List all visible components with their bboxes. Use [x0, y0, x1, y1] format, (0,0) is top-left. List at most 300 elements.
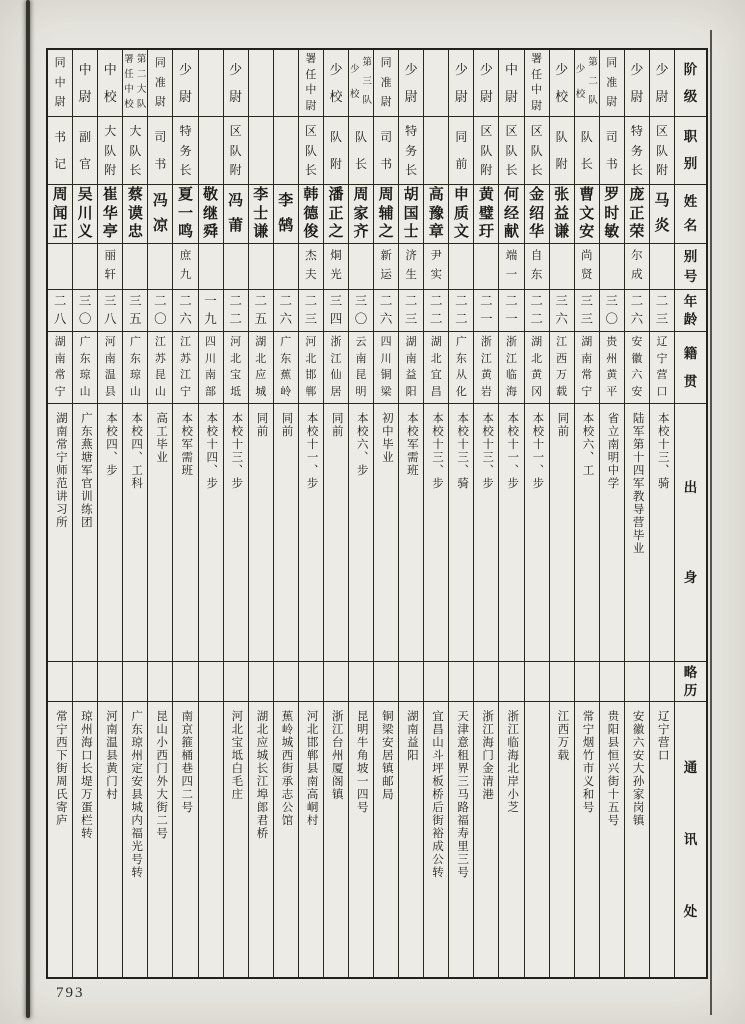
position-cell: 队 附	[550, 117, 574, 185]
name-cell: 马 炎	[650, 185, 674, 244]
name-cell: 冯 莆	[224, 185, 248, 244]
position-cell	[424, 117, 448, 185]
address-text: 河北邯郸县南高峒村	[305, 710, 318, 827]
age-cell: 二 二	[525, 290, 549, 332]
career-cell	[123, 662, 147, 702]
alias-cell: 杰 夫	[299, 244, 323, 290]
career-cell	[48, 662, 72, 702]
native-cell: 广 东 从 化	[449, 332, 473, 404]
address-text: 浙江台州厦阁镇	[330, 710, 343, 801]
name-cell: 金 绍 华	[525, 185, 549, 244]
background-text: 同前	[556, 412, 569, 438]
age-cell: 三 八	[98, 290, 122, 332]
alias-cell	[449, 244, 473, 290]
person-column	[599, 50, 624, 977]
background-cell	[123, 404, 147, 662]
background-cell	[449, 404, 473, 662]
book-spine-shadow	[26, 0, 30, 1018]
rank-cell: 同 准 尉	[374, 50, 398, 117]
rank-cell: 署 任 中 尉	[299, 50, 323, 117]
address-text: 湖南益阳	[405, 710, 418, 762]
person-column	[423, 50, 448, 977]
background-cell	[474, 404, 498, 662]
person-column	[273, 50, 298, 977]
name-cell: 韩 德 俊	[299, 185, 323, 244]
career-cell	[148, 662, 172, 702]
rank-cell: 同 准 尉	[148, 50, 172, 117]
rank-cell: 少 尉	[399, 50, 423, 117]
address-cell	[199, 702, 223, 977]
career-cell	[73, 662, 97, 702]
background-cell	[299, 404, 323, 662]
alias-cell: 济 生	[399, 244, 423, 290]
person-column	[524, 50, 549, 977]
alias-cell	[600, 244, 624, 290]
native-cell: 浙 江 仙 居	[324, 332, 348, 404]
header-cell-background: 出 身	[675, 404, 706, 662]
career-cell	[224, 662, 248, 702]
age-cell: 三 四	[324, 290, 348, 332]
background-cell	[148, 404, 172, 662]
name-cell: 夏 一 鸣	[173, 185, 197, 244]
background-text: 本校十三、骑	[456, 412, 469, 490]
rank-cell: 少 尉	[173, 50, 197, 117]
rank-cell	[199, 50, 223, 117]
address-text: 南京箍桶巷四二号	[180, 710, 193, 814]
native-cell: 湖 北 宜 昌	[424, 332, 448, 404]
position-cell: 队 长	[349, 117, 373, 185]
address-cell	[48, 702, 72, 977]
address-cell	[424, 702, 448, 977]
age-cell: 二 三	[399, 290, 423, 332]
header-cell-age: 年 龄	[675, 290, 706, 332]
age-cell: 一 九	[199, 290, 223, 332]
native-cell: 湖 南 常 宁	[575, 332, 599, 404]
person-column	[248, 50, 273, 977]
rank-cell: 少 校	[324, 50, 348, 117]
address-cell	[474, 702, 498, 977]
career-cell	[650, 662, 674, 702]
career-cell	[374, 662, 398, 702]
background-cell	[199, 404, 223, 662]
address-text: 常宁西下街周氏寄庐	[54, 710, 67, 827]
background-cell	[98, 404, 122, 662]
career-cell	[349, 662, 373, 702]
alias-cell: 自 东	[525, 244, 549, 290]
person-column	[549, 50, 574, 977]
career-cell	[525, 662, 549, 702]
address-cell	[148, 702, 172, 977]
career-cell	[600, 662, 624, 702]
rank-cell: 少 尉	[474, 50, 498, 117]
age-cell: 二 一	[499, 290, 523, 332]
address-cell	[600, 702, 624, 977]
career-cell	[399, 662, 423, 702]
native-cell: 江 苏 昆 山	[148, 332, 172, 404]
native-cell: 湖 北 应 城	[249, 332, 273, 404]
alias-cell	[650, 244, 674, 290]
age-cell: 二 一	[474, 290, 498, 332]
native-cell: 湖 南 益 阳	[399, 332, 423, 404]
background-text: 同前	[255, 412, 268, 438]
person-column	[473, 50, 498, 977]
name-cell: 曹 文 安	[575, 185, 599, 244]
name-cell: 蔡 谟 忠	[123, 185, 147, 244]
age-cell: 二 六	[374, 290, 398, 332]
background-cell	[349, 404, 373, 662]
address-text: 昆山小西门外大街二号	[155, 710, 168, 840]
rank-cell	[274, 50, 298, 117]
header-cell-name: 姓 名	[675, 185, 706, 244]
rank-cell: 少 尉	[650, 50, 674, 117]
person-column	[172, 50, 197, 977]
background-text: 广东燕塘军官训练团	[79, 412, 92, 529]
position-cell: 区 队 长	[499, 117, 523, 185]
address-cell	[299, 702, 323, 977]
address-text: 江西万载	[556, 710, 569, 762]
name-cell: 申 质 文	[449, 185, 473, 244]
career-cell	[274, 662, 298, 702]
person-column	[624, 50, 649, 977]
alias-cell	[73, 244, 97, 290]
name-cell: 周 家 齐	[349, 185, 373, 244]
alias-cell: 尚 贤	[575, 244, 599, 290]
background-text: 本校十一、步	[506, 412, 519, 490]
native-cell: 四 川 铜 梁	[374, 332, 398, 404]
background-text: 本校四、步	[104, 412, 117, 477]
age-cell: 三 〇	[349, 290, 373, 332]
address-text: 河北宝坻白毛庄	[230, 710, 243, 801]
alias-cell	[550, 244, 574, 290]
rank-cell: 少 尉	[625, 50, 649, 117]
address-cell	[123, 702, 147, 977]
background-cell	[550, 404, 574, 662]
address-text: 河南温县黄门村	[104, 710, 117, 801]
background-text: 本校十一、步	[305, 412, 318, 490]
background-text: 湖南常宁师范讲习所	[54, 412, 67, 529]
age-cell: 二 二	[424, 290, 448, 332]
person-column	[48, 50, 72, 977]
name-cell: 张 益 谦	[550, 185, 574, 244]
alias-cell	[349, 244, 373, 290]
background-text: 本校十三、步	[431, 412, 443, 490]
native-cell: 浙 江 黄 岩	[474, 332, 498, 404]
background-text: 高工毕业	[155, 412, 168, 464]
rank-cell: 同 准 尉	[600, 50, 624, 117]
address-text: 蕉岭城西街承志公馆	[280, 710, 293, 827]
native-cell: 湖 北 黄 冈	[525, 332, 549, 404]
age-cell: 二 八	[48, 290, 72, 332]
position-cell: 特 务 长	[173, 117, 197, 185]
age-cell: 二 二	[224, 290, 248, 332]
alias-cell	[123, 244, 147, 290]
career-cell	[199, 662, 223, 702]
name-cell: 胡 国 士	[399, 185, 423, 244]
background-text: 本校十三、骑	[656, 412, 669, 490]
address-text: 贵阳县恒兴街十五号	[606, 710, 619, 827]
address-cell	[449, 702, 473, 977]
address-text: 浙江临海北岸小芝	[506, 710, 519, 814]
background-text: 本校六、工	[581, 412, 594, 477]
position-cell: 司 书	[600, 117, 624, 185]
person-column	[574, 50, 599, 977]
native-cell: 河 北 宝 坻	[224, 332, 248, 404]
background-cell	[224, 404, 248, 662]
age-cell: 二 六	[625, 290, 649, 332]
name-cell: 高 豫 章	[424, 185, 448, 244]
native-cell: 安 徽 六 安	[625, 332, 649, 404]
address-cell	[98, 702, 122, 977]
background-cell	[625, 404, 649, 662]
address-cell	[550, 702, 574, 977]
career-cell	[499, 662, 523, 702]
background-cell	[399, 404, 423, 662]
native-cell: 广 东 蕉 岭	[274, 332, 298, 404]
alias-cell: 烔 光	[324, 244, 348, 290]
rank-cell: 少 尉	[449, 50, 473, 117]
name-cell: 冯 凉	[148, 185, 172, 244]
position-cell: 司 书	[148, 117, 172, 185]
position-cell: 司 书	[374, 117, 398, 185]
alias-cell	[249, 244, 273, 290]
background-text: 本校六、步	[355, 412, 368, 477]
alias-cell	[224, 244, 248, 290]
person-column	[323, 50, 348, 977]
position-cell: 队 长	[575, 117, 599, 185]
background-text: 本校十四、步	[205, 412, 218, 490]
address-cell	[525, 702, 549, 977]
position-cell	[274, 117, 298, 185]
position-cell: 队 附	[324, 117, 348, 185]
native-cell: 广 东 琼 山	[73, 332, 97, 404]
header-cell-position: 职 别	[675, 117, 706, 185]
alias-cell: 庶 九	[173, 244, 197, 290]
address-text: 昆明牛角坡一四号	[355, 710, 368, 814]
alias-cell	[274, 244, 298, 290]
address-text: 天津意租界三马路福寿里三号	[456, 710, 469, 879]
name-cell: 吴 川 义	[73, 185, 97, 244]
person-column	[72, 50, 97, 977]
name-cell: 黄 璧 玗	[474, 185, 498, 244]
age-cell: 二 六	[274, 290, 298, 332]
alias-cell: 端 一	[499, 244, 523, 290]
person-column	[198, 50, 223, 977]
page-edge-line	[710, 30, 712, 1015]
native-cell: 河 北 邯 郸	[299, 332, 323, 404]
name-cell: 周 辅 之	[374, 185, 398, 244]
career-cell	[173, 662, 197, 702]
background-cell	[525, 404, 549, 662]
alias-cell	[48, 244, 72, 290]
native-cell: 云 南 昆 明	[349, 332, 373, 404]
person-column	[97, 50, 122, 977]
person-column	[649, 50, 674, 977]
age-cell: 三 三	[575, 290, 599, 332]
address-text: 辽宁营口	[656, 710, 669, 762]
native-cell: 浙 江 临 海	[499, 332, 523, 404]
background-text: 本校十三、步	[230, 412, 243, 490]
age-cell: 二 三	[299, 290, 323, 332]
address-cell	[324, 702, 348, 977]
career-cell	[249, 662, 273, 702]
alias-cell: 丽 轩	[98, 244, 122, 290]
rank-cell	[249, 50, 273, 117]
career-cell	[299, 662, 323, 702]
position-cell: 同 前	[449, 117, 473, 185]
background-cell	[173, 404, 197, 662]
background-text: 同前	[280, 412, 293, 438]
native-cell: 贵 州 黄 平	[600, 332, 624, 404]
background-text: 陆军第十四军教导营毕业	[631, 412, 644, 555]
background-cell	[274, 404, 298, 662]
address-text: 湖北应城长江埠郎君桥	[255, 710, 268, 840]
background-text: 初中毕业	[380, 412, 393, 464]
rank-cell: 第 二 大 队 署 任 中 校	[123, 50, 147, 117]
personnel-roster-table	[46, 48, 708, 979]
position-cell: 区 队 附	[224, 117, 248, 185]
person-column	[122, 50, 147, 977]
page-number: 793	[56, 985, 85, 1001]
person-column	[223, 50, 248, 977]
name-cell: 崔 华 亭	[98, 185, 122, 244]
background-text: 省立南明中学	[606, 412, 619, 490]
address-cell	[650, 702, 674, 977]
background-cell	[73, 404, 97, 662]
background-text: 本校十一、步	[531, 412, 544, 490]
address-cell	[73, 702, 97, 977]
header-cell-rank: 阶 级	[675, 50, 706, 117]
age-cell: 三 六	[550, 290, 574, 332]
position-cell: 特 务 长	[625, 117, 649, 185]
career-cell	[625, 662, 649, 702]
background-cell	[374, 404, 398, 662]
rank-cell: 第 三 队 少 校	[349, 50, 373, 117]
age-cell: 二 三	[650, 290, 674, 332]
background-cell	[249, 404, 273, 662]
person-column	[348, 50, 373, 977]
person-column	[373, 50, 398, 977]
rank-cell: 署 任 中 尉	[525, 50, 549, 117]
rank-cell	[424, 50, 448, 117]
rank-cell: 中 尉	[499, 50, 523, 117]
age-cell: 二 二	[449, 290, 473, 332]
rank-cell: 少 校	[550, 50, 574, 117]
name-cell: 潘 正 之	[324, 185, 348, 244]
name-cell: 敬 继 舜	[199, 185, 223, 244]
rank-cell: 少 尉	[224, 50, 248, 117]
position-cell: 特 务 长	[399, 117, 423, 185]
background-cell	[48, 404, 72, 662]
native-cell: 湖 南 常 宁	[48, 332, 72, 404]
address-text: 浙江海门金清港	[481, 710, 494, 801]
rank-cell: 中 校	[98, 50, 122, 117]
background-text: 本校军需班	[180, 412, 193, 477]
address-cell	[249, 702, 273, 977]
address-cell	[374, 702, 398, 977]
name-cell: 李 士 谦	[249, 185, 273, 244]
name-cell: 罗 时 敏	[600, 185, 624, 244]
rank-cell: 第 二 队 少 校	[575, 50, 599, 117]
position-cell: 区 队 长	[525, 117, 549, 185]
name-cell: 庞 正 荣	[625, 185, 649, 244]
alias-cell	[474, 244, 498, 290]
name-cell: 李 鹄	[274, 185, 298, 244]
address-cell	[173, 702, 197, 977]
career-cell	[449, 662, 473, 702]
position-cell: 区 队 附	[474, 117, 498, 185]
header-cell-address: 通 讯 处	[683, 759, 698, 919]
background-text: 本校十三、步	[481, 412, 494, 490]
alias-cell: 尔 成	[625, 244, 649, 290]
position-cell: 区 队 附	[650, 117, 674, 185]
address-text: 琼州海口长堤万蛋栏转	[79, 710, 92, 840]
rank-cell: 同 中 尉	[48, 50, 72, 117]
person-column	[498, 50, 523, 977]
age-cell: 三 〇	[600, 290, 624, 332]
name-cell: 周 闻 正	[48, 185, 72, 244]
header-cell-native: 籍 贯	[675, 332, 706, 404]
age-cell: 三 〇	[73, 290, 97, 332]
background-cell	[575, 404, 599, 662]
rank-cell: 中 尉	[73, 50, 97, 117]
background-cell	[499, 404, 523, 662]
person-column	[398, 50, 423, 977]
header-column	[674, 50, 706, 977]
address-text: 广东琼州定安县城内福光号转	[130, 710, 143, 879]
background-text: 本校军需班	[405, 412, 418, 477]
name-cell: 何 经 献	[499, 185, 523, 244]
background-text: 同前	[330, 412, 343, 438]
person-column	[448, 50, 473, 977]
alias-cell: 尹 实	[424, 244, 448, 290]
career-cell	[424, 662, 448, 702]
address-cell	[349, 702, 373, 977]
address-cell	[274, 702, 298, 977]
header-cell-career: 略 历	[675, 662, 706, 702]
career-cell	[98, 662, 122, 702]
career-cell	[474, 662, 498, 702]
address-cell	[499, 702, 523, 977]
career-cell	[324, 662, 348, 702]
background-cell	[650, 404, 674, 662]
native-cell: 四 川 南 部	[199, 332, 223, 404]
native-cell: 辽 宁 营 口	[650, 332, 674, 404]
address-text: 安徽六安大孙家岗镇	[631, 710, 644, 827]
career-cell	[575, 662, 599, 702]
header-cell-alias: 别 号	[675, 244, 706, 290]
address-cell	[625, 702, 649, 977]
age-cell: 三 五	[123, 290, 147, 332]
background-cell	[600, 404, 624, 662]
address-text: 铜梁安居镇邮局	[380, 710, 393, 801]
position-cell	[249, 117, 273, 185]
native-cell: 江 西 万 载	[550, 332, 574, 404]
address-cell	[399, 702, 423, 977]
native-cell: 河 南 温 县	[98, 332, 122, 404]
career-cell	[550, 662, 574, 702]
position-cell: 区 队 长	[299, 117, 323, 185]
age-cell: 二 五	[249, 290, 273, 332]
position-cell	[199, 117, 223, 185]
position-cell: 副 官	[73, 117, 97, 185]
position-cell: 书 记	[48, 117, 72, 185]
position-cell: 大 队 附	[98, 117, 122, 185]
age-cell: 二 〇	[148, 290, 172, 332]
background-cell	[424, 404, 448, 662]
background-cell	[324, 404, 348, 662]
native-cell: 江 苏 江 宁	[173, 332, 197, 404]
person-column	[298, 50, 323, 977]
